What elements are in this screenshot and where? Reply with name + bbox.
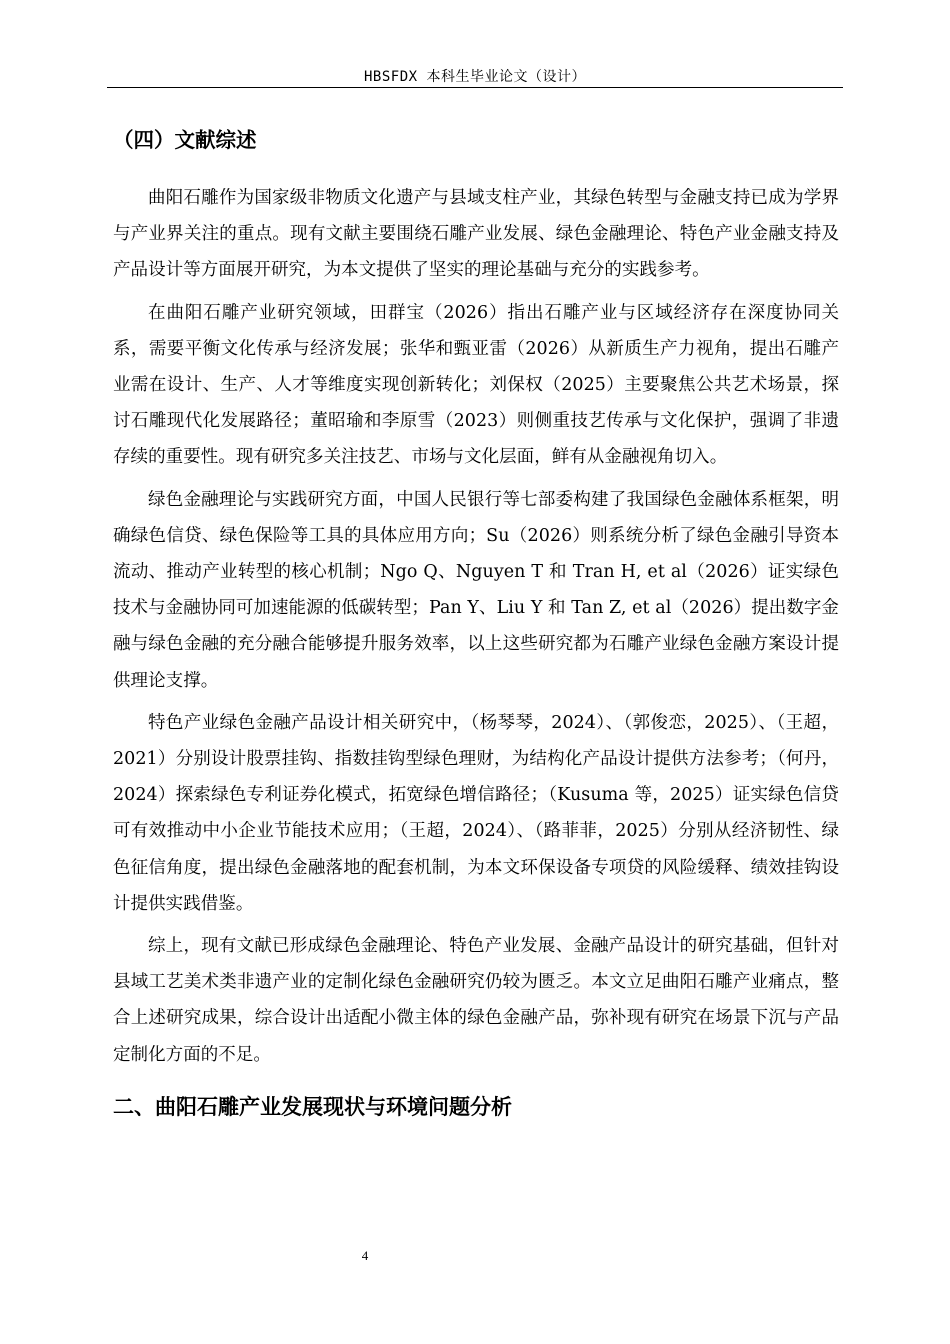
paragraph-summary: 综上，现有文献已形成绿色金融理论、特色产业发展、金融产品设计的研究基础，但针对县域工艺美术类非遗产业的定制化绿色金融研究仍较为匮乏。本文立足曲阳石雕产业痛点，整合上述研究成果，综合设计出适配小微主体的绿色金融产品，弥补现有研究在场景下沉与产品定制化方面的不足。 xyxy=(113,936,839,1065)
paragraph-quyang-industry-research: 在曲阳石雕产业研究领域，田群宝（2026）指出石雕产业与区域经济存在深度协同关系，需要平衡文化传承与经济发展；张华和甄亚雷（2026）从新质生产力视角，提出石雕产业需在设计、生产、人才等维度实现创新转化；刘保权（2025）主要聚焦公共艺术场景，探讨石雕现代化发展路径；董昭瑜和李原雪（2023）则侧重技艺传承与文化保护，强调了非遗存续的重要性。现有研究多关注技艺、市场与文化层面，鲜有从金融视角切入。 xyxy=(113,302,839,468)
subsection-heading: （四）文献综述 xyxy=(113,128,257,152)
section-heading: 二、曲阳石雕产业发展现状与环境问题分析 xyxy=(113,1094,512,1119)
page-number: 4 xyxy=(361,1248,369,1263)
paragraph-product-design-research: 特色产业绿色金融产品设计相关研究中，（杨琴琴，2024）、（郭俊恋，2025）、（王超，2021）分别设计股票挂钩、指数挂钩型绿色理财，为结构化产品设计提供方法参考；（何丹，2024）探索绿色专利证券化模式，拓宽绿色增信路径；（Kusuma 等，2025）证实绿色信贷可有效推动中小企业节能技术应用；（王超，2024）、（路菲菲，2025）分别从经济韧性、绿色征信角度，提出绿色金融落地的配套机制，为本文环保设备专项贷的风险缓释、绩效挂钩设计提供实践借鉴。 xyxy=(113,712,839,914)
running-header: HBSFDX 本科生毕业论文（设计） xyxy=(363,69,586,85)
page-body xyxy=(113,120,839,1127)
header-rule xyxy=(107,87,843,88)
paragraph-intro: 曲阳石雕作为国家级非物质文化遗产与县域支柱产业，其绿色转型与金融支持已成为学界与产业界关注的重点。现有文献主要围绕石雕产业发展、绿色金融理论、特色产业金融支持及产品设计等方面展开研究，为本文提供了坚实的理论基础与充分的实践参考。 xyxy=(113,188,839,281)
paragraph-green-finance-theory: 绿色金融理论与实践研究方面，中国人民银行等七部委构建了我国绿色金融体系框架，明确绿色信贷、绿色保险等工具的具体应用方向；Su（2026）则系统分析了绿色金融引导资本流动、推动产业转型的核心机制；Ngo Q、Nguyen T 和 Tran H, et al（2026）证实绿色技术与金融协同可加速能源的低碳转型；Pan Y、Liu Y 和 Tan Z, et al（2026）提出数字金融与绿色金融的充分融合能够提升服务效率，以上这些研究都为石雕产业绿色金融方案设计提供理论支撑。 xyxy=(113,489,839,691)
